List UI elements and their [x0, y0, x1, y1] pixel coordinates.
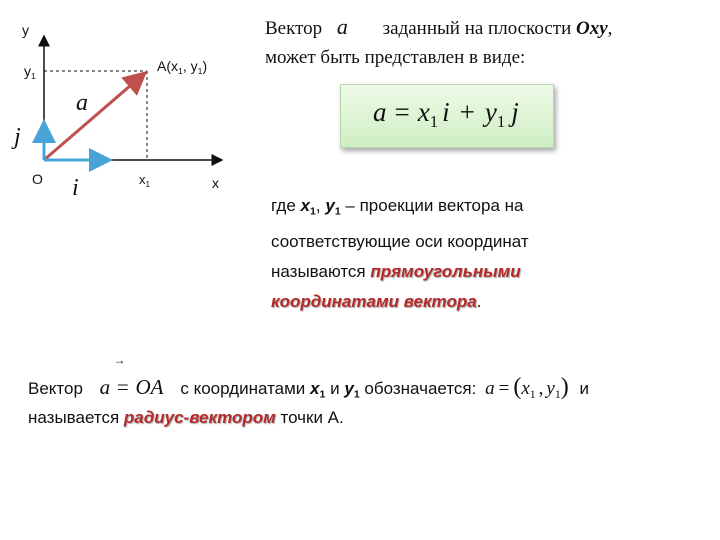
projection-line-3: называются прямоугольными	[271, 261, 521, 281]
radius-line-1: Вектор a = → OA с координатами $x_1$ и $y_1$ обозначается: $a = (x_1$ , $y_1$) и	[28, 353, 589, 402]
rectangular-term: прямоугольными	[370, 261, 521, 281]
projection-line-1: где $x_1$, $y_1$ – проекции вектора на	[271, 196, 524, 218]
radius-vector-term: радиус-вектором	[123, 408, 276, 427]
intro-line-2: может быть представлен в виде:	[265, 47, 526, 68]
projection-line-4: координатами вектора.	[271, 291, 482, 311]
vector-arrow-glyph: →	[113, 353, 126, 367]
x1-tick-label: $x_1$	[139, 172, 150, 189]
projection-line-2: соответствующие оси координат	[271, 231, 529, 251]
projection-paragraph	[271, 191, 611, 317]
vector-a-arrow	[44, 73, 145, 160]
coordinates-notation: $a = (x_1$ , $y_1$)	[485, 374, 569, 402]
origin-label: O	[32, 171, 43, 187]
axis-x-label: x	[212, 175, 219, 191]
unit-i-label: i	[72, 175, 79, 201]
radius-line-2: называется радиус-вектором точки А.	[28, 408, 344, 427]
intro-line-1: Вектор a заданный на плоскости Oxy,	[265, 14, 613, 39]
vector-a-label: a	[76, 90, 88, 116]
decomposition-formula: $a = x_1$ $i + y_1$ j	[373, 97, 519, 131]
unit-j-label: j	[14, 124, 21, 150]
point-a-label: $A(x_1$, $y_1$)	[157, 58, 208, 77]
coordinates-term: координатами вектора	[271, 291, 477, 311]
oa-vector: → OA	[113, 353, 164, 399]
axis-y-label: y	[22, 22, 29, 38]
formula-box	[340, 84, 554, 148]
y1-tick-label: $y_1$	[24, 63, 36, 82]
intro-vector-symbol: a	[336, 14, 348, 39]
